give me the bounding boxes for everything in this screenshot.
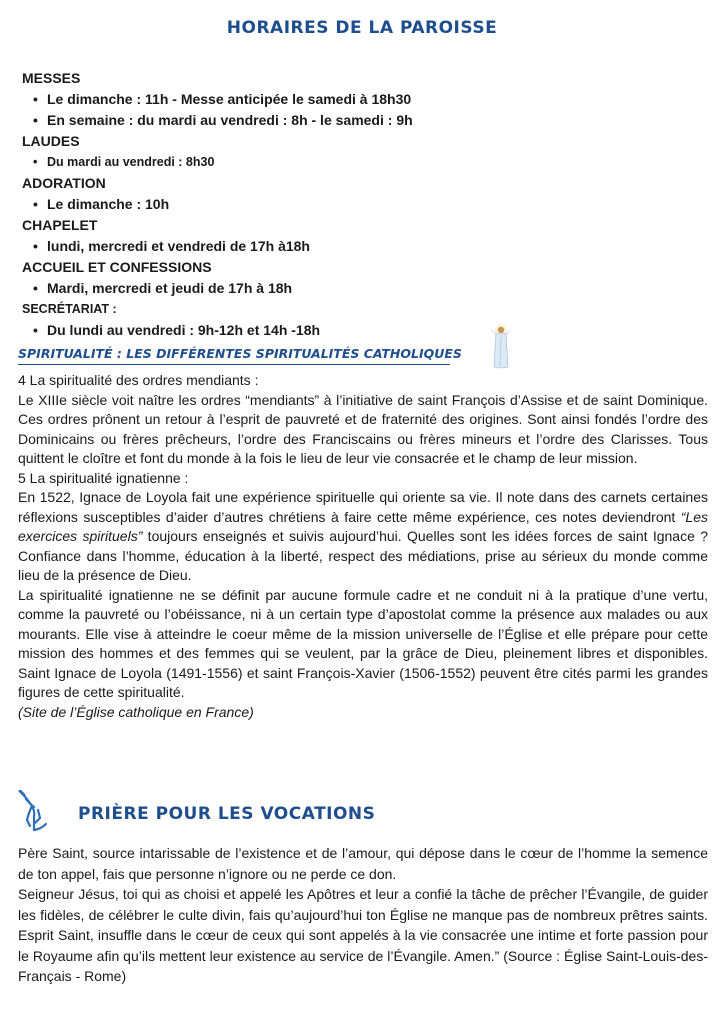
prayer-body — [18, 843, 708, 987]
schedule-heading-messes: MESSES — [22, 70, 81, 86]
schedule-item: • Le dimanche : 10h — [47, 194, 662, 215]
section-5-text — [18, 488, 708, 586]
section-5-text-part: toujours enseignés et suivis aujourd’hui. Quelles sont les idées forces de saint Ignace ? Confiance dans l’homme, éducation à la liberté, respect des médiations, prise au sérieux du monde comme lieu de la présence de Dieu. — [18, 528, 708, 583]
book-title: “Les exercices spirituels” — [18, 508, 708, 544]
section-5-heading: 5 La spiritualité ignatienne : — [18, 469, 189, 486]
praying-hands-icon — [18, 790, 52, 836]
schedule-items-adoration — [22, 194, 662, 215]
schedule-heading-adoration: ADORATION — [22, 175, 106, 191]
section-5-text-2: La spiritualité ignatienne ne se définit par aucune formule cadre et ne conduit ni à la pratique d’une vertu, comme la pauvreté ou l’obéissance, ni à un certain type d’apostolat comme la présence aux malades ou aux mourants. Elle vise à atteindre le coeur même de la mission universelle de l’Église et elle prépare pour cette mission des hommes et des femmes qui se veulent, par la grâce de Dieu, pleinement libres et disponibles. Saint Ignace de Loyola (1491-1556) et saint François-Xavier (1506-1552) peuvent être cités parmi les grandes figures de cette spiritualité. — [18, 586, 708, 700]
jesus-figure-icon — [486, 322, 516, 370]
page-title: HORAIRES DE LA PAROISSE — [226, 18, 498, 38]
section-5-text-part: En 1522, Ignace de Loyola fait une expérience spirituelle qui oriente sa vie. Il note dans des carnets certaines réflexions susceptibles d’aider d’autres chrétiens à faire cette même expérience, ces notes deviendront — [18, 489, 708, 525]
schedule-items-accueil — [22, 278, 662, 299]
schedule-item: • Du mardi au vendredi : 8h30 — [47, 152, 662, 173]
prayer-paragraph-1: Père Saint, source intarissable de l’existence et de l’amour, qui dépose dans le cœur de l’homme la semence de ton appel, fais que personne n’ignore ou ne perde ce don. — [18, 845, 708, 882]
schedule-items-secretariat — [22, 320, 662, 341]
schedule-item: • Mardi, mercredi et jeudi de 17h à 18h — [47, 278, 662, 299]
source-citation: (Site de l’Église catholique en France) — [18, 703, 254, 720]
schedule-heading-secretariat: SECRÉTARIAT : — [22, 302, 117, 316]
spirituality-title: SPIRITUALITÉ : LES DIFFÉRENTES SPIRITUALITÉS CATHOLIQUES — [18, 346, 462, 361]
schedule-items-chapelet — [22, 236, 662, 257]
schedule-item: • En semaine : du mardi au vendredi : 8h - le samedi : 9h — [47, 110, 662, 131]
schedule-heading-accueil: ACCUEIL ET CONFESSIONS — [22, 259, 212, 275]
schedule-heading-laudes: LAUDES — [22, 133, 80, 149]
section-4-text: Le XIIIe siècle voit naître les ordres “mendiants” à l’initiative de saint François d’Assise et de saint Dominique. Ces ordres prônent un retour à l’esprit de pauvreté et de fraternité des origines. Sont ainsi fondés l’ordre des Dominicains ou frères prêcheurs, l’ordre des Franciscains ou frères mineurs et l’ordre des Clarisses. Tous quittent le cloître et font du monde à la fois le lieu de leur vie consacrée et le champ de leur mission. — [18, 391, 708, 466]
schedule-item: • lundi, mercredi et vendredi de 17h à18h — [47, 236, 662, 257]
schedule-items-messes — [22, 89, 662, 131]
schedule-list — [22, 68, 662, 341]
prayer-title: PRIÈRE POUR LES VOCATIONS — [78, 804, 376, 824]
schedule-item: • Le dimanche : 11h - Messe anticipée le samedi à 18h30 — [47, 89, 662, 110]
spirituality-title-underline — [18, 364, 450, 365]
schedule-items-laudes — [22, 152, 662, 173]
spirituality-body — [18, 371, 708, 722]
section-4-heading: 4 La spiritualité des ordres mendiants : — [18, 372, 259, 388]
prayer-paragraph-2: Seigneur Jésus, toi qui as choisi et appelé les Apôtres et leur a confié la tâche de prêcher l’Évangile, de guider les fidèles, de célébrer le culte divin, fais qu’aujourd’hui ton Église ne manque pas de nombreux prêtres saints. Esprit Saint, insuffle dans le cœur de ceux qui sont appelés à la vie consacrée une intime et forte passion pour le Royaume afin qu’ils mettent leur existence au service de l’Évangile. Amen.” (Source : Église Saint-Louis-des-Français - Rome) — [18, 886, 708, 984]
schedule-item: • Du lundi au vendredi : 9h-12h et 14h -18h — [47, 320, 662, 341]
schedule-heading-chapelet: CHAPELET — [22, 217, 98, 233]
spirituality-source — [18, 703, 708, 723]
